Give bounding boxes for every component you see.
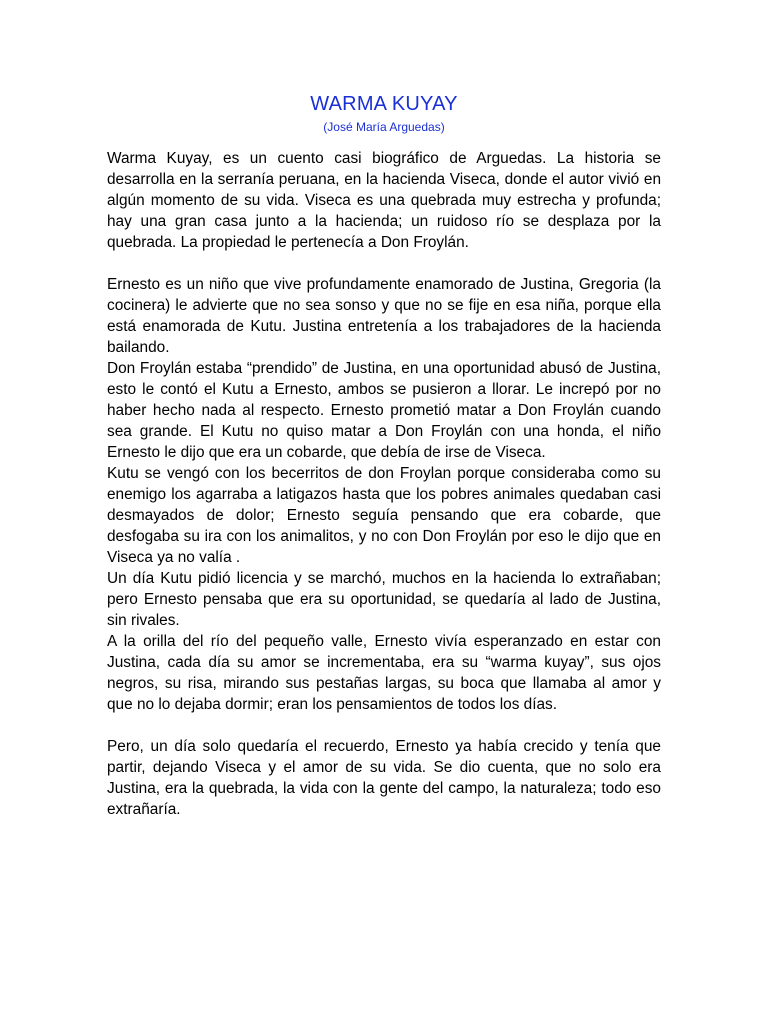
paragraph-don-froylan: Don Froylán estaba “prendido” de Justina, en una oportunidad abusó de Justina, esto le contó el Kutu a Ernesto, ambos se pusieron a llorar. Le increpó por no haber hecho nada al respecto. Ernesto prometió matar a Don Froylán cuando sea grande. El Kutu no quiso matar a Don Froylán con una honda, el niño Ernesto le dijo que era un cobarde, que debía de irse de Viseca. <box>107 360 661 461</box>
paragraph-intro: Warma Kuyay, es un cuento casi biográfico de Arguedas. La historia se desarrolla en la serranía peruana, en la hacienda Viseca, donde el autor vivió en algún momento de su vida. Viseca es una quebrada muy estrecha y profunda; hay una gran casa junto a la hacienda; un ruidoso río se desplaza por la quebrada. La propiedad le pertenecía a Don Froylán. <box>107 150 661 251</box>
document-title: WARMA KUYAY <box>310 93 458 115</box>
paragraph-ernesto: Ernesto es un niño que vive profundamente enamorado de Justina, Gregoria (la cocinera) le advierte que no sea sonso y que no se fije en esa niña, porque ella está enamorada de Kutu. Justina entretenía a los trabajadores de la hacienda bailando. <box>107 276 661 356</box>
paragraph-kutu-venganza: Kutu se vengó con los becerritos de don Froylan porque consideraba como su enemigo los agarraba a latigazos hasta que los pobres animales quedaban casi desmayados de dolor; Ernesto seguía pensando que era cobarde, que desfogaba su ira con los animalitos, y no con Don Froylán por eso le dijo que en Viseca ya no valía . <box>107 465 661 566</box>
paragraph-kutu-licencia: Un día Kutu pidió licencia y se marchó, muchos en la hacienda lo extrañaban; pero Ernesto pensaba que era su oportunidad, se quedaría al lado de Justina, sin rivales. <box>107 570 661 629</box>
document-body <box>107 148 661 820</box>
paragraph-orilla-rio: A la orilla del río del pequeño valle, Ernesto vivía esperanzado en estar con Justina, cada día su amor se incrementaba, era su “warma kuyay”, sus ojos negros, su risa, mirando sus pestañas largas, su boca que llamaba al amor y que no lo dejaba dormir; eran los pensamientos de todos los días. <box>107 633 661 713</box>
document-author: (José María Arguedas) <box>323 120 445 134</box>
paragraph-recuerdo: Pero, un día solo quedaría el recuerdo, Ernesto ya había crecido y tenía que partir, dejando Viseca y el amor de su vida. Se dio cuenta, que no solo era Justina, era la quebrada, la vida con la gente del campo, la naturaleza; todo eso extrañaría. <box>107 738 661 818</box>
